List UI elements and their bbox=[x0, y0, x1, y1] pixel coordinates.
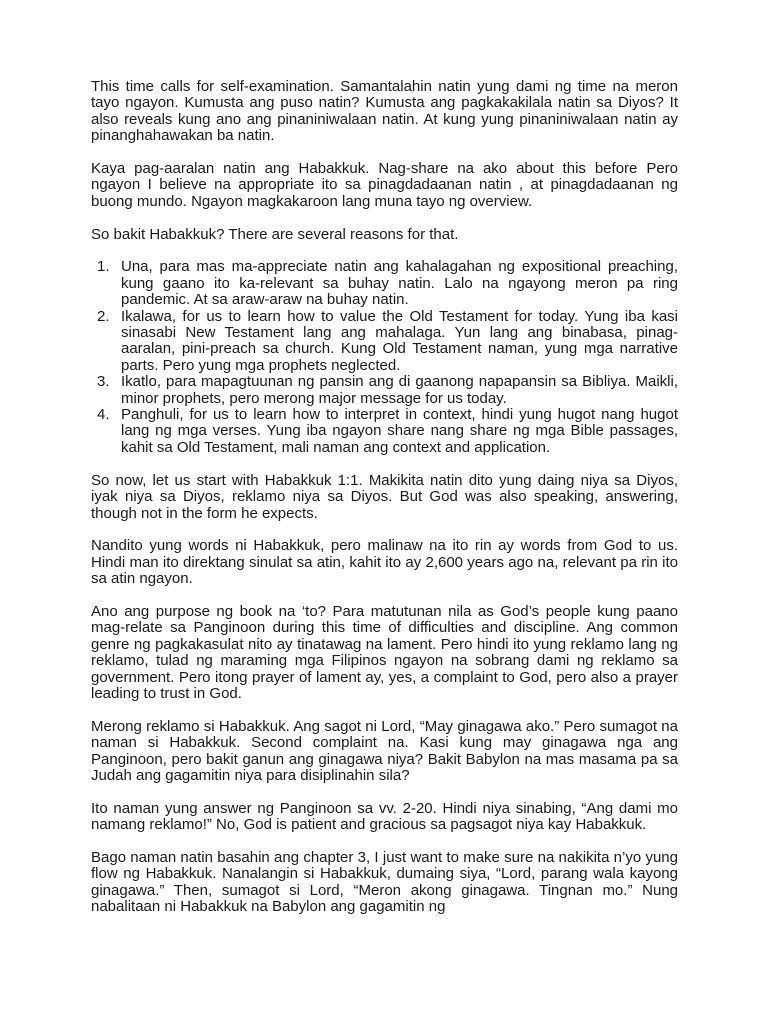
paragraph-purpose-of-book: Ano ang purpose ng book na ‘to? Para matutunan nila as God’s people kung paano mag-relate sa Panginoon during this time of difficulties and discipline. Ang common genre ng pagkakasulat nito ay tinatawag na lament. Pero hindi ito yung reklamo lang ng reklamo, tulad ng maraming mga Filipinos ngayon na sobrang dami ng reklamo sa government. Pero itong prayer of lament ay, yes, a complaint to God, pero also a prayer leading to trust in God. bbox=[91, 602, 678, 702]
paragraph-words-from-god: Nandito yung words ni Habakkuk, pero malinaw na ito rin ay words from God to us. Hindi man ito direktang sinulat sa atin, kahit ito ay 2,600 years ago na, relevant pa rin ito sa atin ngayon. bbox=[91, 537, 678, 588]
list-item-number: 1. bbox=[97, 258, 110, 276]
paragraph-chapter-3: Bago naman natin basahin ang chapter 3, I just want to make sure na nakikita n’yo yung flow ng Habakkuk. Nanalangin si Habakkuk, dumaing siya, “Lord, parang wala kayong ginagawa.” Then, sumagot si Lord, “Meron akong ginagawa. Tingnan mo.” Nung nabalitaan ni Habakkuk na Babylon ang gagamitin ng bbox=[91, 848, 678, 916]
list-item-number: 3. bbox=[97, 373, 110, 391]
list-item bbox=[91, 407, 678, 456]
list-item bbox=[91, 374, 678, 407]
list-item bbox=[91, 309, 678, 375]
paragraph-study-habakkuk: Kaya pag-aaralan natin ang Habakkuk. Nag-share na ako about this before Pero ngayon I believe na appropriate ito sa pinagdadaanan natin , at pinagdadaanan ng buong mundo. Ngayon magkakaroon lang muna tayo ng overview. bbox=[91, 160, 678, 210]
list-item-text: Ikalawa, for us to learn how to value the Old Testament for today. Yung iba kasi sinasabi New Testament lang ang mahalaga. Yun lang ang binabasa, pinag-aaralan, pini-preach sa church. Kung Old Testament naman, yung mga narrative parts. Pero yung mga prophets neglected. bbox=[121, 307, 678, 374]
reasons-list bbox=[91, 259, 678, 456]
list-item bbox=[91, 259, 678, 308]
list-item-number: 4. bbox=[97, 406, 110, 424]
document-page bbox=[91, 79, 678, 932]
list-item-text: Ikatlo, para mapagtuunan ng pansin ang di gaanong napapansin sa Bibliya. Maikli, minor prophets, pero merong major message for us today. bbox=[121, 373, 678, 407]
list-item-number: 2. bbox=[97, 307, 110, 325]
list-item-text: Una, para mas ma-appreciate natin ang kahalagahan ng expositional preaching, kung gaano ito ka-relevant sa buhay natin. Lalo na ngayong meron pa ring pandemic. At sa araw-araw na buhay natin. bbox=[121, 258, 678, 309]
paragraph-habakkuk-1-1: So now, let us start with Habakkuk 1:1. Makikita natin dito yung daing niya sa Diyos, iyak niya sa Diyos, reklamo niya sa Diyos. But God was also speaking, answering, though not in the form he expects. bbox=[91, 471, 678, 522]
paragraph-why-habakkuk: So bakit Habakkuk? There are several reasons for that. bbox=[91, 225, 459, 243]
list-item-text: Panghuli, for us to learn how to interpret in context, hindi yung hugot nang hugot lang ng mga verses. Yung iba ngayon share nang share ng mga Bible passages, kahit sa Old Testament, mali naman ang context and application. bbox=[121, 406, 678, 456]
paragraph-lord-answer: Ito naman yung answer ng Panginoon sa vv. 2-20. Hindi niya sinabing, “Ang dami mo namang reklamo!” No, God is patient and gracious sa pagsagot niya kay Habakkuk. bbox=[91, 799, 678, 834]
paragraph-self-examination: This time calls for self-examination. Samantalahin natin yung dami ng time na meron tayo ngayon. Kumusta ang puso natin? Kumusta ang pagkakakilala natin sa Diyos? It also reveals kung ano ang pinaniniwalaan natin. At kung yung pinaniniwalaan natin ay pinanghahawakan ba natin. bbox=[91, 78, 678, 145]
paragraph-habakkuk-complaint: Merong reklamo si Habakkuk. Ang sagot ni Lord, “May ginagawa ako.” Pero sumagot na naman si Habakkuk. Second complaint na. Kasi kung may ginagawa nga ang Panginoon, pero bakit ganun ang ginagawa niya? Bakit Babylon na mas masama pa sa Judah ang gagamitin niya para disiplinahin sila? bbox=[91, 717, 678, 784]
